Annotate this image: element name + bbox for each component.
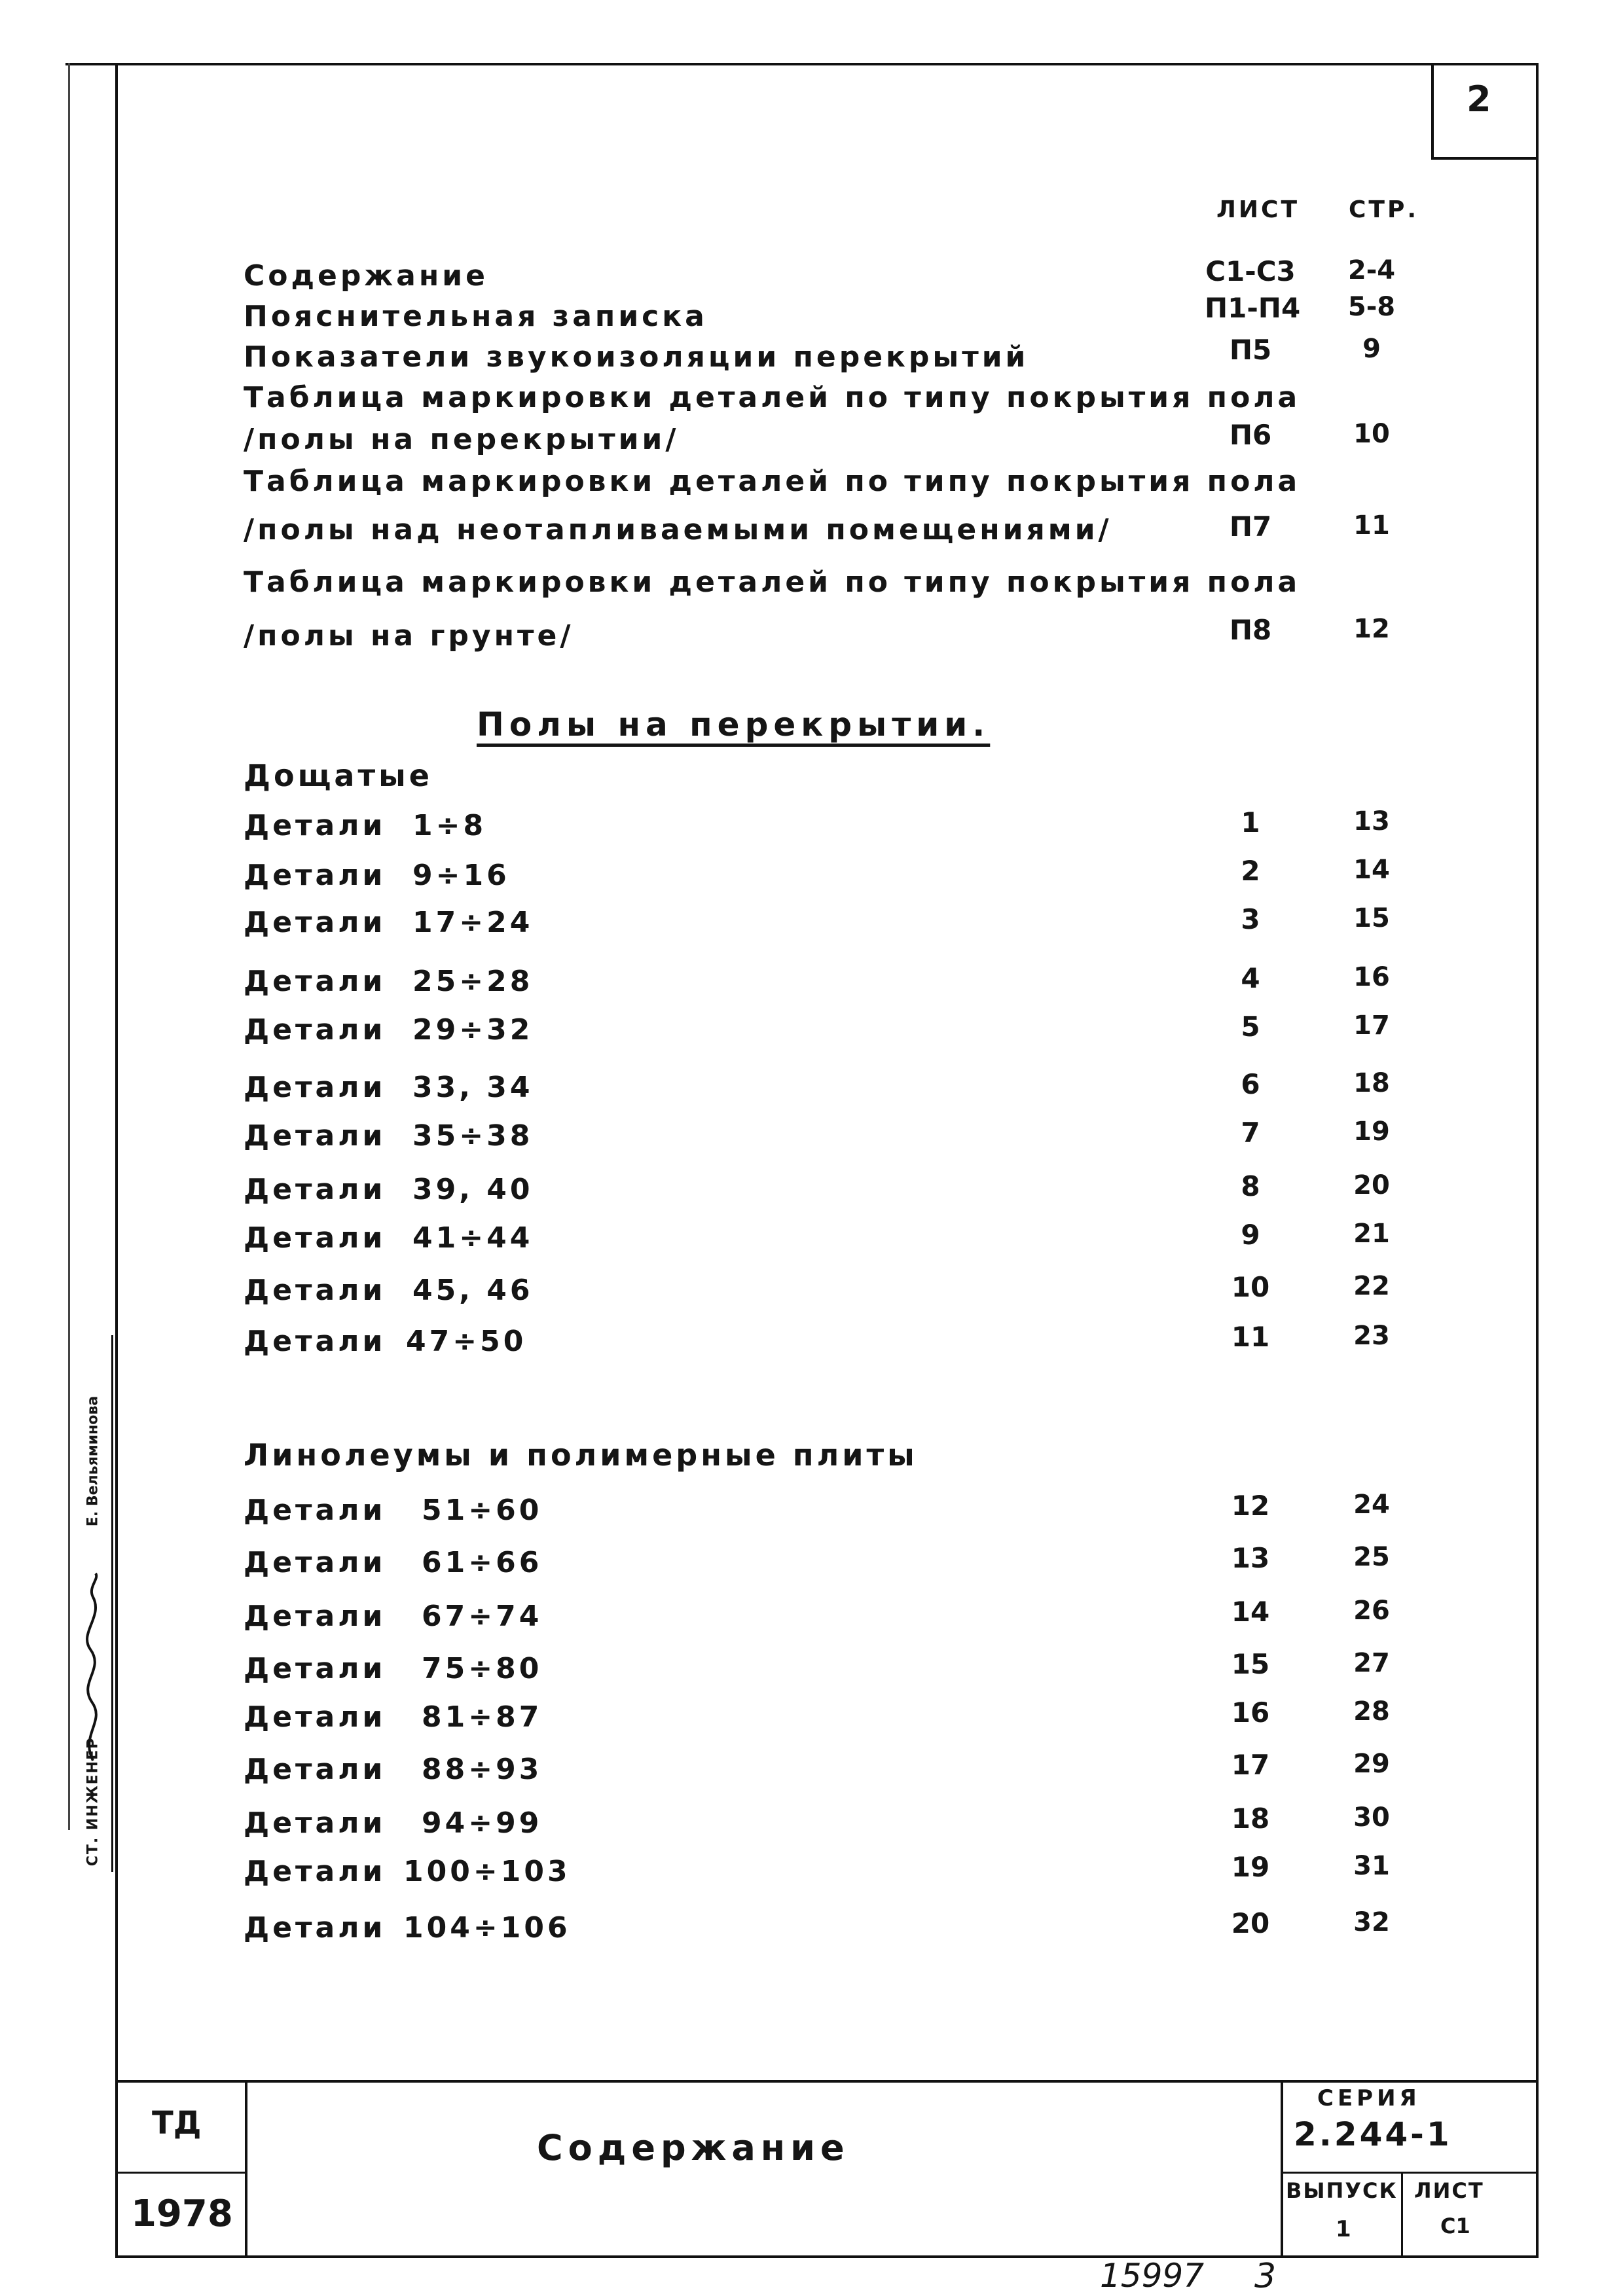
detail-row-name: Детали — [244, 1119, 386, 1153]
detail-row-name: Детали — [244, 965, 386, 998]
detail-row-range: 67÷74 — [422, 1600, 543, 1633]
intro-row-sheet: П8 — [1229, 614, 1272, 646]
detail-row-page: 18 — [1353, 1068, 1390, 1098]
detail-row-name: Детали — [244, 1325, 386, 1358]
intro-row-page: 5-8 — [1347, 292, 1396, 322]
intro-row-name: Таблица маркировки деталей по типу покрытия пола — [244, 381, 1301, 414]
archive-number: 15997 — [1100, 2257, 1205, 2295]
detail-row-range: 61÷66 — [422, 1546, 543, 1579]
binding-edge — [68, 63, 70, 1830]
stamp-year: 1978 — [131, 2193, 233, 2235]
detail-row-range: 17÷24 — [412, 906, 534, 939]
intro-row-sheet: П7 — [1229, 511, 1272, 543]
stamp-sheet-label: ЛИСТ — [1414, 2178, 1484, 2203]
detail-row-name: Детали — [244, 1700, 386, 1734]
detail-row-page: 15 — [1353, 903, 1390, 933]
intro-row-name: Содержание — [244, 259, 488, 293]
intro-row-name: Показатели звукоизоляции перекрытий — [244, 340, 1029, 374]
stamp-issue-value: 1 — [1336, 2216, 1351, 2242]
frame-top — [65, 63, 1539, 65]
detail-row-sheet: 20 — [1231, 1907, 1270, 1939]
detail-row-sheet: 14 — [1231, 1596, 1270, 1628]
detail-row-name: Детали — [244, 906, 386, 939]
detail-row-range: 29÷32 — [412, 1013, 534, 1047]
detail-row-sheet: 7 — [1241, 1117, 1260, 1149]
group-title-linoleum: Линолеумы и полимерные плиты — [244, 1437, 918, 1473]
detail-row-range: 1÷8 — [412, 809, 487, 842]
detail-row-page: 22 — [1353, 1271, 1390, 1301]
detail-row-name: Детали — [244, 1652, 386, 1685]
frame-right — [1536, 63, 1539, 2258]
detail-row-sheet: 9 — [1241, 1219, 1260, 1251]
detail-row-range: 45, 46 — [412, 1274, 534, 1307]
detail-row-page: 19 — [1353, 1117, 1390, 1147]
intro-row-page: 10 — [1353, 419, 1390, 449]
sheet-number: 2 — [1467, 79, 1494, 120]
detail-row-range: 9÷16 — [412, 859, 510, 892]
signature — [73, 1571, 113, 1767]
detail-row-range: 33, 34 — [412, 1071, 534, 1104]
detail-row-name: Детали — [244, 1274, 386, 1307]
title-block-v1 — [245, 2080, 247, 2257]
detail-row-page: 16 — [1353, 962, 1390, 992]
stamp-org: ТД — [152, 2105, 202, 2142]
detail-row-sheet: 18 — [1231, 1803, 1270, 1835]
intro-row-name: Пояснительная записка — [244, 300, 708, 333]
column-header-sheet: ЛИСТ — [1216, 196, 1300, 223]
detail-row-range: 41÷44 — [412, 1221, 534, 1255]
stamp-issue-label: ВЫПУСК — [1286, 2178, 1398, 2203]
detail-row-page: 24 — [1353, 1490, 1390, 1520]
detail-row-page: 28 — [1353, 1696, 1390, 1727]
detail-row-sheet: 13 — [1231, 1542, 1270, 1574]
detail-row-page: 32 — [1353, 1907, 1390, 1937]
intro-row-sheet: П6 — [1229, 419, 1272, 451]
detail-row-name: Детали — [244, 1600, 386, 1633]
detail-row-page: 14 — [1353, 855, 1390, 885]
title-block-top — [115, 2080, 1539, 2083]
detail-row-sheet: 3 — [1241, 903, 1260, 935]
title-block-v3 — [1401, 2172, 1403, 2257]
detail-row-sheet: 6 — [1241, 1068, 1260, 1100]
detail-row-range: 35÷38 — [412, 1119, 534, 1153]
intro-row-name: /полы на перекрытии/ — [244, 423, 680, 456]
frame-left — [115, 63, 118, 2258]
intro-row-name: /полы на грунте/ — [244, 619, 574, 653]
sheet-box-left — [1431, 63, 1434, 158]
stamp-series-label: СЕРИЯ — [1317, 2085, 1421, 2111]
intro-row-page: 9 — [1362, 334, 1381, 364]
detail-row-name: Детали — [244, 1173, 386, 1206]
detail-row-name: Детали — [244, 1855, 386, 1888]
detail-row-name: Детали — [244, 1753, 386, 1786]
detail-row-sheet: 12 — [1231, 1490, 1270, 1522]
detail-row-range: 94÷99 — [422, 1806, 543, 1840]
detail-row-name: Детали — [244, 1494, 386, 1527]
title-block-v2 — [1281, 2080, 1283, 2257]
detail-row-page: 31 — [1353, 1851, 1390, 1881]
intro-row-sheet: П5 — [1229, 334, 1272, 366]
detail-row-sheet: 17 — [1231, 1749, 1270, 1781]
detail-row-sheet: 1 — [1241, 806, 1260, 838]
side-label: СТ. ИНЖЕНЕР — [84, 1736, 101, 1867]
detail-row-name: Детали — [244, 1546, 386, 1579]
intro-row-page: 12 — [1353, 614, 1390, 644]
detail-row-page: 29 — [1353, 1749, 1390, 1779]
detail-row-page: 26 — [1353, 1596, 1390, 1626]
side-name: Е. Вельяминова — [84, 1395, 101, 1527]
copy-number: 3 — [1254, 2257, 1277, 2296]
detail-row-range: 88÷93 — [422, 1753, 543, 1786]
detail-row-name: Детали — [244, 1221, 386, 1255]
detail-row-range: 104÷106 — [403, 1911, 571, 1945]
detail-row-range: 100÷103 — [403, 1855, 571, 1888]
detail-row-range: 75÷80 — [422, 1652, 543, 1685]
detail-row-sheet: 5 — [1241, 1011, 1260, 1043]
detail-row-page: 13 — [1353, 806, 1390, 836]
intro-row-page: 11 — [1353, 511, 1390, 541]
section-title: Полы на перекрытии. — [477, 706, 991, 744]
detail-row-page: 17 — [1353, 1011, 1390, 1041]
title-block-mid — [115, 2172, 246, 2174]
detail-row-name: Детали — [244, 1911, 386, 1945]
intro-row-page: 2-4 — [1347, 255, 1396, 285]
detail-row-sheet: 11 — [1231, 1321, 1270, 1353]
detail-row-sheet: 8 — [1241, 1170, 1260, 1202]
detail-row-range: 47÷50 — [406, 1325, 527, 1358]
stamp-series-value: 2.244-1 — [1294, 2115, 1452, 2153]
detail-row-sheet: 2 — [1241, 855, 1260, 887]
intro-row-name: /полы над неотапливаемыми помещениями/ — [244, 513, 1112, 547]
intro-row-sheet: С1-С3 — [1205, 255, 1296, 287]
detail-row-sheet: 10 — [1231, 1271, 1270, 1303]
detail-row-sheet: 19 — [1231, 1851, 1270, 1883]
group-title-wooden: Дощатые — [244, 758, 433, 793]
intro-row-sheet: П1-П4 — [1205, 292, 1301, 324]
detail-row-page: 21 — [1353, 1219, 1390, 1249]
detail-row-sheet: 16 — [1231, 1696, 1270, 1729]
detail-row-page: 27 — [1353, 1648, 1390, 1678]
detail-row-range: 25÷28 — [412, 965, 534, 998]
detail-row-sheet: 15 — [1231, 1648, 1270, 1680]
column-header-page: СТР. — [1349, 196, 1419, 223]
detail-row-page: 23 — [1353, 1321, 1390, 1351]
detail-row-page: 25 — [1353, 1542, 1390, 1572]
detail-row-name: Детали — [244, 809, 386, 842]
sheet-box-bottom — [1431, 157, 1537, 160]
detail-row-name: Детали — [244, 1806, 386, 1840]
title-block-right-mid — [1281, 2172, 1539, 2174]
detail-row-range: 39, 40 — [412, 1173, 534, 1206]
intro-row-name: Таблица маркировки деталей по типу покрытия пола — [244, 565, 1301, 599]
detail-row-sheet: 4 — [1241, 962, 1260, 994]
frame-bottom — [115, 2255, 1539, 2258]
detail-row-range: 51÷60 — [422, 1494, 543, 1527]
detail-row-name: Детали — [244, 1013, 386, 1047]
side-stamp — [73, 1335, 113, 1872]
detail-row-page: 20 — [1353, 1170, 1390, 1200]
intro-row-name: Таблица маркировки деталей по типу покрытия пола — [244, 465, 1301, 498]
detail-row-name: Детали — [244, 859, 386, 892]
stamp-title: Содержание — [537, 2127, 850, 2168]
detail-row-range: 81÷87 — [422, 1700, 543, 1734]
detail-row-name: Детали — [244, 1071, 386, 1104]
detail-row-page: 30 — [1353, 1803, 1390, 1833]
stamp-sheet-value: С1 — [1440, 2214, 1470, 2238]
